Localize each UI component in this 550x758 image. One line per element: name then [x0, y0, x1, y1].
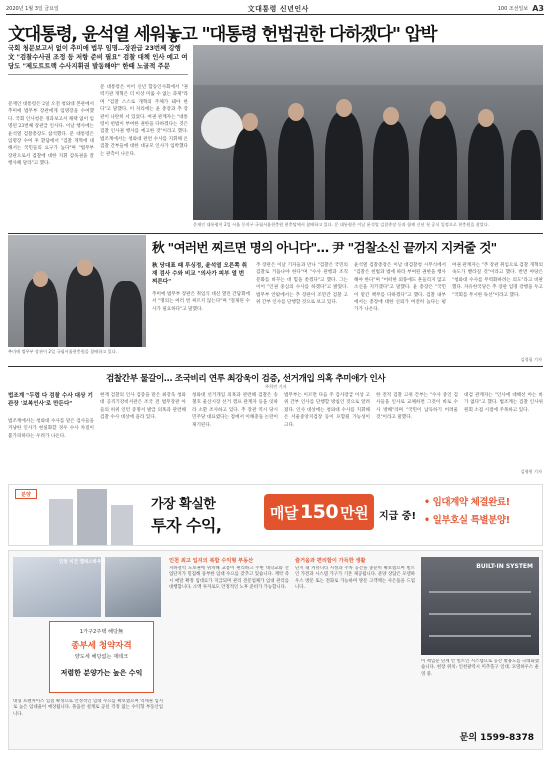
main-photo-caption: 문재인 대통령이 2일 서울 동작구 국립서울현충원 현충탑에서 참배하고 있다. 문 대통령은 이날 윤석열 검찰총장 등과 함께 신년 첫 공식 일정으로 현충원을 찾았다.: [193, 222, 490, 227]
photo-person-head: [288, 103, 304, 121]
ad-feature-line-3: 양도세 해당없는 재테크: [74, 654, 129, 660]
ad-box-post: 만원: [340, 503, 369, 522]
ad-column-2-text: 단지 내 커뮤니티 시설과 주차 공간을 충분히 확보했으며 빌트인 가전과 시스템 가구가 기본 제공됩니다. 분양 상담은 모델하우스 방문 또는 전화로 가능하며 방문 고객께는 사은품을 드립니다.: [295, 566, 415, 591]
photo-person-head: [336, 99, 352, 117]
ad-shelf: [429, 591, 531, 593]
ad-interior-photo: [105, 557, 161, 617]
ad-building-photo: [13, 557, 101, 617]
ad-column-1-title: 인천 최고 입지의 복합 수익형 부동산: [169, 558, 254, 564]
ad-tag: 분양: [15, 489, 37, 499]
ad-body-left: 대형 프랜차이즈 입점 확정으로 안정적인 임대 수요를 확보했으며 역세권 입지로 높은 임대율이 예상됩니다. 풀옵션 설계로 공실 걱정 없는 수익형 부동산입니다.: [13, 699, 163, 717]
ad-monthly-return-box: [264, 494, 374, 530]
header-paper: 100 조선일보: [497, 6, 529, 12]
ad-building-graphic: [77, 489, 107, 545]
photo-person-head: [242, 113, 258, 131]
main-article-col-2: 문 대통령은 이어 신년 합동인사회에서 "권력기관 개혁은 더 이상 미룰 수 없는 과제"라며 "검찰 스스로 개혁의 주체가 돼야 한다"고 말했다. 이 자리에는 윤 총장과 추 장관이 나란히 서 있었다. 여권 관계자는 "대통령이 헌법이 부여한 권한을 다하겠다는 것은 검찰 인사권 행사를 예고한 것"이라고 했다. 법조계에서는 청와대 관련 수사를 지휘해 온 검찰 간부들에 대한 대규모 인사가 임박했다는 관측이 나온다.: [100, 85, 188, 157]
ad-right-line-1: • 임대계약 체결완료!: [424, 497, 510, 508]
section3-byline: 주희연 기자: [265, 384, 287, 389]
photo-person-head: [383, 107, 399, 125]
ad-phone[interactable]: 문의 1599-8378: [459, 733, 534, 743]
photo-person-head: [33, 271, 48, 287]
ad-column-2-title: 즐거움과 편리함이 가득한 생활: [295, 558, 366, 564]
header-section: 文대통령 신년인사: [247, 4, 309, 13]
main-subhead: 국회 청문보고서 없이 추미애 법무 임명…장관급 23번째 강행 文 "검찰수사권 조정 등 저항 준비 필요" 검찰 대책 인사 예고 여당도 "제도트트랙 수사지휘권 발동해야" 한때 노골적 주문: [8, 44, 188, 75]
photo-person: [66, 265, 104, 347]
ad-column-2: [295, 557, 415, 747]
ad-building-graphic: [111, 505, 133, 545]
section2-subhead: 秋 당대표 때 루싱정, 윤석열 오른쪽 취재 검사 수와 비교 "의사가 피부 열 번 찌른다": [152, 263, 248, 285]
ad-detail[interactable]: [8, 550, 543, 750]
ad-feature-line-4: 저렴한 분양가는 높은 수익: [60, 669, 143, 677]
header-page: A3: [532, 4, 544, 13]
header-right: [498, 4, 544, 13]
page-header: [6, 3, 544, 15]
ad-feature-box: [49, 621, 154, 693]
section2-byline: 김경필 기자: [520, 357, 542, 362]
section3-col-4: 법무부는 이르면 다음 주 검사장급 이상 고위 간부 인사를 단행할 방침인 것으로 알려졌다. 인사 대상에는 청와대 수사를 지휘해 온 서울중앙지검장 등이 포함될 가능성이 크다.: [284, 393, 370, 428]
main-headline: 文대통령, 윤석열 세워놓고 "대통령 헌법권한 다하겠다" 압박: [8, 25, 437, 45]
section3-col-6: 대검 관계자는 "인사에 대해선 아는 바가 없다"고 했다. 법조계는 검찰 인사위원회 소집 시점에 주목하고 있다.: [464, 393, 543, 413]
ad-column-1-text: 지하철역 도보권에 위치해 교통이 편리하고 주변 대학교와 산업단지가 밀집해 풍부한 임대 수요를 갖추고 있습니다. 계약 즉시 매달 확정 임대료가 지급되며 관리 전문업체가 임대 관리를 대행합니다. 소액 투자로도 안정적인 노후 준비가 가능합니다.: [169, 566, 289, 591]
photo-person: [325, 112, 363, 220]
section3-col-3: 청와대 선거개입 의혹과 관련해 검찰은 송철호 울산시장 선거 캠프 관계자 등을 잇따라 소환 조사하고 있다. 추 장관 역시 당시 민주당 대표였다는 점에서 이해충돌 논란이 제기된다.: [192, 393, 278, 428]
photo-person: [233, 128, 267, 220]
ad-box-number: 150: [299, 501, 339, 523]
ad-shelf: [429, 613, 531, 615]
section3-headline: 검찰간부 물갈이… 조국비리 연루 최강욱이 검증, 선거개입 의혹 추미애가 인사: [106, 374, 386, 384]
photo-person: [278, 116, 314, 220]
ad-column-1: [169, 557, 289, 747]
section2-col-2: 추 장관은 이날 기자들과 만나 "검찰은 국민의 검찰로 거듭나야 한다"며 "수사 관행과 조직 문화를 바꾸는 데 힘을 쏟겠다"고 했다. 그는 이어 "인권 중심의 수사를 하겠다"고 밝혔다. 법무부 안팎에서는 추 장관이 조만간 검찰 고위 간부 인사를 단행할 것으로 보고 있다.: [256, 263, 348, 306]
ad-right-line-2: • 일부호실 특별분양!: [424, 515, 510, 526]
ad-right-body: 이 책임분 단계 안 빌트인 시스템으로 공간 활용도를 극대화했습니다. 현장 위치: 인천광역시 미추홀구 일대. 모델하우스 운영 중.: [421, 659, 539, 677]
header-date: 2020년 1월 3일 금요일: [6, 6, 59, 12]
section2-photo: [8, 235, 146, 347]
section2-photo-caption: 추미애 법무부 장관이 2일 국립서울현충원을 참배하고 있다.: [8, 349, 118, 354]
ad-banner[interactable]: [8, 484, 543, 546]
main-article-col-1: 문재인 대통령은 2일 오전 청와대 본관에서 추미애 법무부 장관에게 임명장을 수여했다. 국회 인사청문 경과보고서 채택 없이 임명된 23번째 장관급 인사다. 이날 행사에는 윤석열 검찰총장도 참석했다. 문 대통령은 임명장 수여 후 환담에서 "검찰 개혁에 대해서는 국민들의 요구가 높다"며 "법무부 장관으로서 검찰에 대한 지휘 감독권을 잘 행사해 달라"고 했다.: [8, 102, 94, 167]
main-photo: [193, 45, 543, 220]
section3-byline-end: 김형원 기자: [520, 469, 542, 474]
ad-feature-line-2: 종부세 청약자격: [71, 641, 132, 651]
photo-person-head: [478, 109, 494, 127]
photo-background: [193, 45, 543, 85]
photo-person-head: [430, 101, 446, 119]
section3-col-2: 현재 검찰의 인사 검증을 맡은 최강욱 청와대 공직기강비서관은 조국 전 법무장관 아들의 허위 인턴 증명서 발급 의혹과 관련해 검찰 수사 대상에 올라 있다.: [100, 393, 186, 421]
photo-person: [24, 277, 58, 347]
divider: [8, 366, 543, 367]
section3-subhead: 법조계 "두렵 다 검찰 수사 대상 기관장 '보복인사'로 만든다": [8, 393, 93, 407]
photo-person: [373, 120, 409, 220]
section3-col-5: 한 전직 검찰 고위 간부는 "수사 중인 검사들을 인사로 교체하면 그것이 바로 수사 방해"라며 "국민이 납득하기 어려울 것"이라고 말했다.: [376, 393, 458, 421]
ad-builtin-photo: [421, 557, 539, 655]
section2-col-4: 여권 관계자는 "추 장관 취임으로 검찰 개혁의 속도가 빨라질 것"이라고 했다. 반면 야당은 "청와대 수사를 무력화하려는 의도"라고 비판했다. 자유한국당은 추 장관 임명 강행을 두고 "국회를 무시한 독선"이라고 했다.: [452, 263, 543, 298]
section2-headline: 秋 "여러번 찌르면 명의 아니다"… 尹 "검찰소신 끝까지 지켜줄 것": [152, 240, 497, 255]
ad-line-2: 투자 수익,: [151, 516, 222, 535]
photo-person: [511, 130, 541, 220]
photo-person: [468, 122, 504, 220]
section2-col-3: 윤석열 검찰총장은 이날 대검찰청 시무식에서 "검찰은 헌법과 법에 따라 부여된 권한을 행사해야 한다"며 "어떠한 외풍에도 흔들리지 않고 소신을 지키겠다"고 말했다. 윤 총장은 "국민이 맡긴 책무를 다하겠다"고 했다. 검찰 내부에서는 총장에 대한 신뢰가 여전히 높다는 평가가 나온다.: [354, 263, 446, 313]
ad-feature-line-1: 1가구2주택 해당無: [79, 629, 124, 635]
photo-person-head: [77, 259, 93, 276]
divider: [8, 233, 543, 234]
section3-col-1: 법조계에서는 청와대 수사를 맡은 검사들을 겨냥한 인사가 현실화할 경우 수사 차질이 불가피하다는 우려가 나온다.: [8, 419, 94, 439]
ad-builtin-label: BUILT-IN SYSTEM: [476, 563, 533, 570]
ad-paying-now: 지급 중!: [379, 511, 417, 522]
section2-col-1: 추미애 법무부 장관은 취임식 대신 열린 간담회에서 "명의는 여러 번 찌르지 않는다"며 "절제된 수사가 필요하다"고 말했다.: [152, 292, 250, 312]
photo-person: [419, 114, 457, 220]
ad-shelf: [429, 635, 531, 637]
ad-line-1: 가장 확실한: [151, 497, 216, 512]
ad-box-pre: 매달: [269, 503, 298, 522]
ad-brand: 인천 미건 캠퍼스하우스: [59, 560, 106, 565]
photo-person: [110, 281, 142, 347]
ad-building-graphic: [49, 499, 73, 545]
